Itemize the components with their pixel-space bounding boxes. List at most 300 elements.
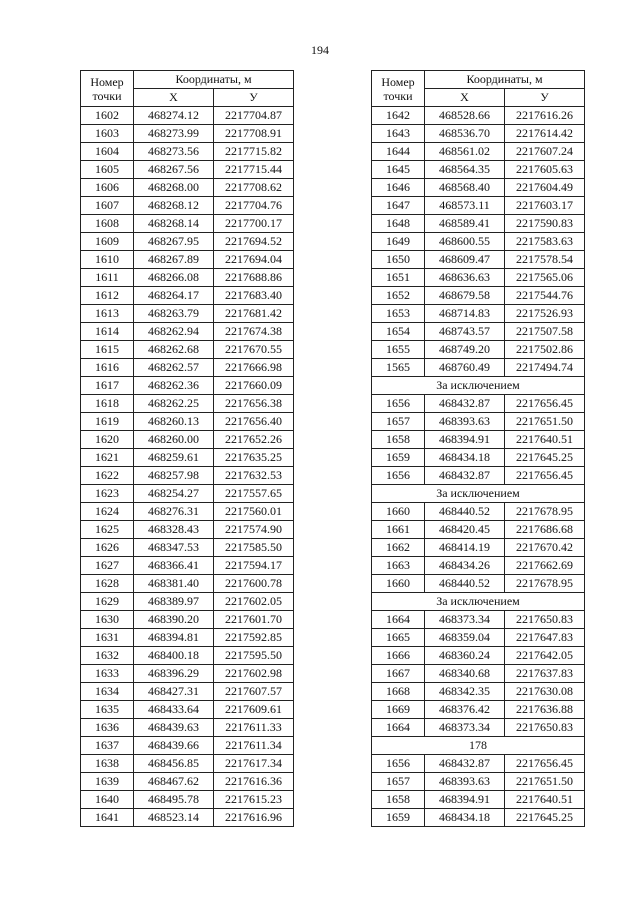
section-label: За исключением — [372, 593, 585, 611]
point-number-cell: 1656 — [372, 467, 425, 485]
y-header: У — [505, 89, 585, 107]
y-coordinate-cell: 2217686.68 — [505, 521, 585, 539]
point-number-cell: 1623 — [81, 485, 134, 503]
point-number-cell: 1652 — [372, 287, 425, 305]
y-coordinate-cell: 2217651.50 — [505, 413, 585, 431]
table-row — [372, 413, 585, 431]
x-coordinate-cell: 468433.64 — [134, 701, 214, 719]
y-coordinate-cell: 2217637.83 — [505, 665, 585, 683]
table-row — [81, 737, 294, 755]
point-number-cell: 1612 — [81, 287, 134, 305]
x-coordinate-cell: 468432.87 — [425, 467, 505, 485]
point-number-cell: 1658 — [372, 431, 425, 449]
table-row — [372, 701, 585, 719]
y-coordinate-cell: 2217694.52 — [214, 233, 294, 251]
point-number-cell: 1641 — [81, 809, 134, 827]
y-coordinate-cell: 2217688.86 — [214, 269, 294, 287]
x-coordinate-cell: 468573.11 — [425, 197, 505, 215]
x-coordinate-cell: 468609.47 — [425, 251, 505, 269]
point-number-cell: 1668 — [372, 683, 425, 701]
point-number-cell: 1650 — [372, 251, 425, 269]
section-row — [372, 737, 585, 755]
x-coordinate-cell: 468276.31 — [134, 503, 214, 521]
table-row — [81, 323, 294, 341]
y-coordinate-cell: 2217615.23 — [214, 791, 294, 809]
x-coordinate-cell: 468393.63 — [425, 773, 505, 791]
table-row — [81, 503, 294, 521]
table-row — [372, 395, 585, 413]
x-coordinate-cell: 468394.91 — [425, 791, 505, 809]
point-number-cell: 1648 — [372, 215, 425, 233]
x-coordinate-cell: 468376.42 — [425, 701, 505, 719]
x-coordinate-cell: 468389.97 — [134, 593, 214, 611]
y-coordinate-cell: 2217708.62 — [214, 179, 294, 197]
y-coordinate-cell: 2217602.05 — [214, 593, 294, 611]
x-coordinate-cell: 468564.35 — [425, 161, 505, 179]
y-coordinate-cell: 2217660.09 — [214, 377, 294, 395]
coordinates-table-right — [371, 70, 585, 827]
table-row — [81, 143, 294, 161]
table-row — [81, 611, 294, 629]
y-coordinate-cell: 2217609.61 — [214, 701, 294, 719]
x-coordinate-cell: 468434.18 — [425, 809, 505, 827]
table-row — [372, 791, 585, 809]
table-row — [81, 413, 294, 431]
y-coordinate-cell: 2217632.53 — [214, 467, 294, 485]
point-number-cell: 1602 — [81, 107, 134, 125]
table-row — [372, 107, 585, 125]
table-row — [81, 557, 294, 575]
section-row — [372, 485, 585, 503]
x-coordinate-cell: 468743.57 — [425, 323, 505, 341]
point-number-cell: 1626 — [81, 539, 134, 557]
y-coordinate-cell: 2217640.51 — [505, 431, 585, 449]
section-label: За исключением — [372, 377, 585, 395]
point-number-cell: 1659 — [372, 449, 425, 467]
point-number-cell: 1665 — [372, 629, 425, 647]
y-coordinate-cell: 2217636.88 — [505, 701, 585, 719]
point-number-cell: 1565 — [372, 359, 425, 377]
x-coordinate-cell: 468568.40 — [425, 179, 505, 197]
y-coordinate-cell: 2217557.65 — [214, 485, 294, 503]
point-number-cell: 1657 — [372, 773, 425, 791]
point-number-cell: 1640 — [81, 791, 134, 809]
y-coordinate-cell: 2217603.17 — [505, 197, 585, 215]
table-row — [372, 323, 585, 341]
y-coordinate-cell: 2217607.24 — [505, 143, 585, 161]
table-row — [81, 809, 294, 827]
point-number-cell: 1667 — [372, 665, 425, 683]
y-coordinate-cell: 2217611.33 — [214, 719, 294, 737]
point-number-cell: 1635 — [81, 701, 134, 719]
x-coordinate-cell: 468396.29 — [134, 665, 214, 683]
table-row — [372, 647, 585, 665]
y-coordinate-cell: 2217611.34 — [214, 737, 294, 755]
x-coordinate-cell: 468456.85 — [134, 755, 214, 773]
point-number-cell: 1629 — [81, 593, 134, 611]
y-coordinate-cell: 2217650.83 — [505, 611, 585, 629]
table-row — [81, 431, 294, 449]
x-coordinate-cell: 468528.66 — [425, 107, 505, 125]
table-row — [372, 251, 585, 269]
y-coordinate-cell: 2217574.90 — [214, 521, 294, 539]
table-row — [372, 575, 585, 593]
x-coordinate-cell: 468440.52 — [425, 503, 505, 521]
table-row — [81, 665, 294, 683]
y-coordinate-cell: 2217592.85 — [214, 629, 294, 647]
x-coordinate-cell: 468262.57 — [134, 359, 214, 377]
y-coordinate-cell: 2217656.38 — [214, 395, 294, 413]
y-coordinate-cell: 2217616.96 — [214, 809, 294, 827]
coordinates-header: Координаты, м — [425, 71, 585, 89]
x-coordinate-cell: 468589.41 — [425, 215, 505, 233]
x-coordinate-cell: 468536.70 — [425, 125, 505, 143]
table-row — [81, 683, 294, 701]
y-coordinate-cell: 2217645.25 — [505, 449, 585, 467]
point-number-cell: 1618 — [81, 395, 134, 413]
point-number-cell: 1627 — [81, 557, 134, 575]
x-coordinate-cell: 468266.08 — [134, 269, 214, 287]
point-number-cell: 1616 — [81, 359, 134, 377]
x-coordinate-cell: 468273.99 — [134, 125, 214, 143]
table-row — [81, 773, 294, 791]
y-coordinate-cell: 2217502.86 — [505, 341, 585, 359]
x-coordinate-cell: 468342.35 — [425, 683, 505, 701]
y-coordinate-cell: 2217585.50 — [214, 539, 294, 557]
x-coordinate-cell: 468360.24 — [425, 647, 505, 665]
table-row — [81, 179, 294, 197]
x-coordinate-cell: 468381.40 — [134, 575, 214, 593]
point-number-cell: 1661 — [372, 521, 425, 539]
table-row — [372, 215, 585, 233]
point-number-cell: 1617 — [81, 377, 134, 395]
y-coordinate-cell: 2217656.45 — [505, 467, 585, 485]
table-row — [372, 161, 585, 179]
x-coordinate-cell: 468340.68 — [425, 665, 505, 683]
y-coordinate-cell: 2217694.04 — [214, 251, 294, 269]
point-number-cell: 1659 — [372, 809, 425, 827]
table-row — [81, 521, 294, 539]
y-coordinate-cell: 2217607.57 — [214, 683, 294, 701]
point-number-cell: 1610 — [81, 251, 134, 269]
table-row — [81, 377, 294, 395]
point-number-cell: 1653 — [372, 305, 425, 323]
y-coordinate-cell: 2217604.49 — [505, 179, 585, 197]
point-number-cell: 1638 — [81, 755, 134, 773]
table-row — [81, 107, 294, 125]
x-coordinate-cell: 468262.68 — [134, 341, 214, 359]
x-coordinate-cell: 468427.31 — [134, 683, 214, 701]
point-number-cell: 1619 — [81, 413, 134, 431]
point-number-cell: 1651 — [372, 269, 425, 287]
x-coordinate-cell: 468636.63 — [425, 269, 505, 287]
x-coordinate-cell: 468434.18 — [425, 449, 505, 467]
table-row — [372, 521, 585, 539]
y-coordinate-cell: 2217583.63 — [505, 233, 585, 251]
y-coordinate-cell: 2217616.26 — [505, 107, 585, 125]
x-header: Х — [425, 89, 505, 107]
x-coordinate-cell: 468439.63 — [134, 719, 214, 737]
table-row — [372, 359, 585, 377]
x-coordinate-cell: 468267.95 — [134, 233, 214, 251]
point-number-cell: 1609 — [81, 233, 134, 251]
table-row — [81, 701, 294, 719]
point-number-cell: 1620 — [81, 431, 134, 449]
y-coordinate-cell: 2217652.26 — [214, 431, 294, 449]
table-row — [372, 125, 585, 143]
table-row — [81, 719, 294, 737]
x-coordinate-cell: 468432.87 — [425, 395, 505, 413]
table-row — [372, 431, 585, 449]
table-row — [81, 755, 294, 773]
y-coordinate-cell: 2217526.93 — [505, 305, 585, 323]
y-coordinate-cell: 2217704.76 — [214, 197, 294, 215]
x-coordinate-cell: 468268.00 — [134, 179, 214, 197]
x-coordinate-cell: 468467.62 — [134, 773, 214, 791]
table-row — [81, 269, 294, 287]
y-coordinate-cell: 2217678.95 — [505, 503, 585, 521]
point-number-cell: 1644 — [372, 143, 425, 161]
point-number-cell: 1646 — [372, 179, 425, 197]
section-label: 178 — [372, 737, 585, 755]
y-coordinate-cell: 2217715.82 — [214, 143, 294, 161]
table-row — [81, 485, 294, 503]
point-number-cell: 1643 — [372, 125, 425, 143]
x-coordinate-cell: 468749.20 — [425, 341, 505, 359]
y-coordinate-cell: 2217605.63 — [505, 161, 585, 179]
x-coordinate-cell: 468373.34 — [425, 611, 505, 629]
x-coordinate-cell: 468373.34 — [425, 719, 505, 737]
table-row — [81, 647, 294, 665]
table-row — [372, 341, 585, 359]
table-row — [81, 593, 294, 611]
y-coordinate-cell: 2217595.50 — [214, 647, 294, 665]
x-coordinate-cell: 468439.66 — [134, 737, 214, 755]
x-coordinate-cell: 468260.00 — [134, 431, 214, 449]
point-number-cell: 1628 — [81, 575, 134, 593]
point-number-cell: 1656 — [372, 755, 425, 773]
table-row — [372, 773, 585, 791]
y-coordinate-cell: 2217507.58 — [505, 323, 585, 341]
x-coordinate-cell: 468262.25 — [134, 395, 214, 413]
y-coordinate-cell: 2217630.08 — [505, 683, 585, 701]
table-row — [81, 467, 294, 485]
x-coordinate-cell: 468394.81 — [134, 629, 214, 647]
table-row — [81, 359, 294, 377]
x-coordinate-cell: 468262.94 — [134, 323, 214, 341]
y-coordinate-cell: 2217560.01 — [214, 503, 294, 521]
y-coordinate-cell: 2217704.87 — [214, 107, 294, 125]
table-row — [372, 683, 585, 701]
point-number-cell: 1642 — [372, 107, 425, 125]
point-number-cell: 1662 — [372, 539, 425, 557]
point-number-cell: 1608 — [81, 215, 134, 233]
y-coordinate-cell: 2217715.44 — [214, 161, 294, 179]
y-coordinate-cell: 2217681.42 — [214, 305, 294, 323]
y-coordinate-cell: 2217666.98 — [214, 359, 294, 377]
y-coordinate-cell: 2217670.42 — [505, 539, 585, 557]
x-coordinate-cell: 468760.49 — [425, 359, 505, 377]
y-coordinate-cell: 2217640.51 — [505, 791, 585, 809]
x-coordinate-cell: 468561.02 — [425, 143, 505, 161]
y-coordinate-cell: 2217616.36 — [214, 773, 294, 791]
y-coordinate-cell: 2217645.25 — [505, 809, 585, 827]
table-row — [81, 305, 294, 323]
x-coordinate-cell: 468254.27 — [134, 485, 214, 503]
point-number-cell: 1606 — [81, 179, 134, 197]
y-coordinate-cell: 2217614.42 — [505, 125, 585, 143]
y-coordinate-cell: 2217635.25 — [214, 449, 294, 467]
point-number-cell: 1632 — [81, 647, 134, 665]
x-coordinate-cell: 468523.14 — [134, 809, 214, 827]
y-coordinate-cell: 2217594.17 — [214, 557, 294, 575]
table-row — [81, 539, 294, 557]
table-row — [372, 755, 585, 773]
y-coordinate-cell: 2217670.55 — [214, 341, 294, 359]
x-coordinate-cell: 468394.91 — [425, 431, 505, 449]
table-row — [372, 665, 585, 683]
x-coordinate-cell: 468347.53 — [134, 539, 214, 557]
y-coordinate-cell: 2217602.98 — [214, 665, 294, 683]
section-row — [372, 593, 585, 611]
x-coordinate-cell: 468274.12 — [134, 107, 214, 125]
y-coordinate-cell: 2217494.74 — [505, 359, 585, 377]
point-number-cell: 1621 — [81, 449, 134, 467]
point-number-cell: 1603 — [81, 125, 134, 143]
coordinates-table-left — [80, 70, 294, 827]
table-row — [81, 629, 294, 647]
table-row — [372, 539, 585, 557]
y-coordinate-cell: 2217674.38 — [214, 323, 294, 341]
x-coordinate-cell: 468390.20 — [134, 611, 214, 629]
point-header-line1: Номер — [90, 74, 124, 89]
x-coordinate-cell: 468257.98 — [134, 467, 214, 485]
point-number-cell: 1645 — [372, 161, 425, 179]
table-row — [372, 233, 585, 251]
table-row — [81, 233, 294, 251]
x-coordinate-cell: 468268.14 — [134, 215, 214, 233]
table-row — [81, 197, 294, 215]
table-row — [372, 179, 585, 197]
point-number-cell: 1647 — [372, 197, 425, 215]
point-number-cell: 1622 — [81, 467, 134, 485]
x-coordinate-cell: 468267.56 — [134, 161, 214, 179]
point-number-header — [372, 71, 425, 107]
point-header-line1: Номер — [381, 74, 415, 89]
table-row — [372, 449, 585, 467]
x-coordinate-cell: 468259.61 — [134, 449, 214, 467]
point-number-cell: 1639 — [81, 773, 134, 791]
table-row — [81, 251, 294, 269]
x-coordinate-cell: 468366.41 — [134, 557, 214, 575]
table-row — [372, 305, 585, 323]
table-row — [372, 611, 585, 629]
y-coordinate-cell: 2217650.83 — [505, 719, 585, 737]
y-coordinate-cell: 2217678.95 — [505, 575, 585, 593]
y-coordinate-cell: 2217617.34 — [214, 755, 294, 773]
point-number-cell: 1624 — [81, 503, 134, 521]
table-row — [372, 809, 585, 827]
point-number-cell: 1611 — [81, 269, 134, 287]
x-coordinate-cell: 468434.26 — [425, 557, 505, 575]
table-row — [81, 287, 294, 305]
table-row — [372, 503, 585, 521]
x-coordinate-cell: 468328.43 — [134, 521, 214, 539]
x-header: Х — [134, 89, 214, 107]
point-number-cell: 1630 — [81, 611, 134, 629]
x-coordinate-cell: 468359.04 — [425, 629, 505, 647]
point-number-cell: 1664 — [372, 719, 425, 737]
point-number-cell: 1664 — [372, 611, 425, 629]
y-coordinate-cell: 2217700.17 — [214, 215, 294, 233]
y-coordinate-cell: 2217647.83 — [505, 629, 585, 647]
y-coordinate-cell: 2217600.78 — [214, 575, 294, 593]
coordinates-header: Координаты, м — [134, 71, 294, 89]
table-row — [372, 269, 585, 287]
table-row — [372, 143, 585, 161]
point-number-cell: 1614 — [81, 323, 134, 341]
table-row — [372, 197, 585, 215]
point-header-line2: точки — [92, 88, 122, 103]
y-coordinate-cell: 2217656.45 — [505, 755, 585, 773]
x-coordinate-cell: 468393.63 — [425, 413, 505, 431]
x-coordinate-cell: 468263.79 — [134, 305, 214, 323]
y-coordinate-cell: 2217656.45 — [505, 395, 585, 413]
table-row — [372, 467, 585, 485]
y-header: У — [214, 89, 294, 107]
section-row — [372, 377, 585, 395]
y-coordinate-cell: 2217662.69 — [505, 557, 585, 575]
y-coordinate-cell: 2217578.54 — [505, 251, 585, 269]
table-row — [81, 125, 294, 143]
point-number-cell: 1607 — [81, 197, 134, 215]
point-number-cell: 1604 — [81, 143, 134, 161]
x-coordinate-cell: 468262.36 — [134, 377, 214, 395]
x-coordinate-cell: 468432.87 — [425, 755, 505, 773]
point-number-cell: 1663 — [372, 557, 425, 575]
point-number-cell: 1660 — [372, 575, 425, 593]
x-coordinate-cell: 468414.19 — [425, 539, 505, 557]
table-row — [372, 557, 585, 575]
point-number-cell: 1654 — [372, 323, 425, 341]
x-coordinate-cell: 468400.18 — [134, 647, 214, 665]
table-row — [372, 629, 585, 647]
point-number-cell: 1634 — [81, 683, 134, 701]
point-number-cell: 1657 — [372, 413, 425, 431]
section-label: За исключением — [372, 485, 585, 503]
point-number-cell: 1636 — [81, 719, 134, 737]
table-row — [81, 215, 294, 233]
y-coordinate-cell: 2217565.06 — [505, 269, 585, 287]
y-coordinate-cell: 2217544.76 — [505, 287, 585, 305]
x-coordinate-cell: 468420.45 — [425, 521, 505, 539]
x-coordinate-cell: 468440.52 — [425, 575, 505, 593]
point-number-cell: 1658 — [372, 791, 425, 809]
point-number-cell: 1637 — [81, 737, 134, 755]
point-number-cell: 1625 — [81, 521, 134, 539]
point-header-line2: точки — [383, 88, 413, 103]
y-coordinate-cell: 2217656.40 — [214, 413, 294, 431]
point-number-cell: 1660 — [372, 503, 425, 521]
x-coordinate-cell: 468495.78 — [134, 791, 214, 809]
point-number-cell: 1649 — [372, 233, 425, 251]
point-number-header — [81, 71, 134, 107]
y-coordinate-cell: 2217651.50 — [505, 773, 585, 791]
x-coordinate-cell: 468267.89 — [134, 251, 214, 269]
table-row — [81, 161, 294, 179]
x-coordinate-cell: 468714.83 — [425, 305, 505, 323]
point-number-cell: 1669 — [372, 701, 425, 719]
